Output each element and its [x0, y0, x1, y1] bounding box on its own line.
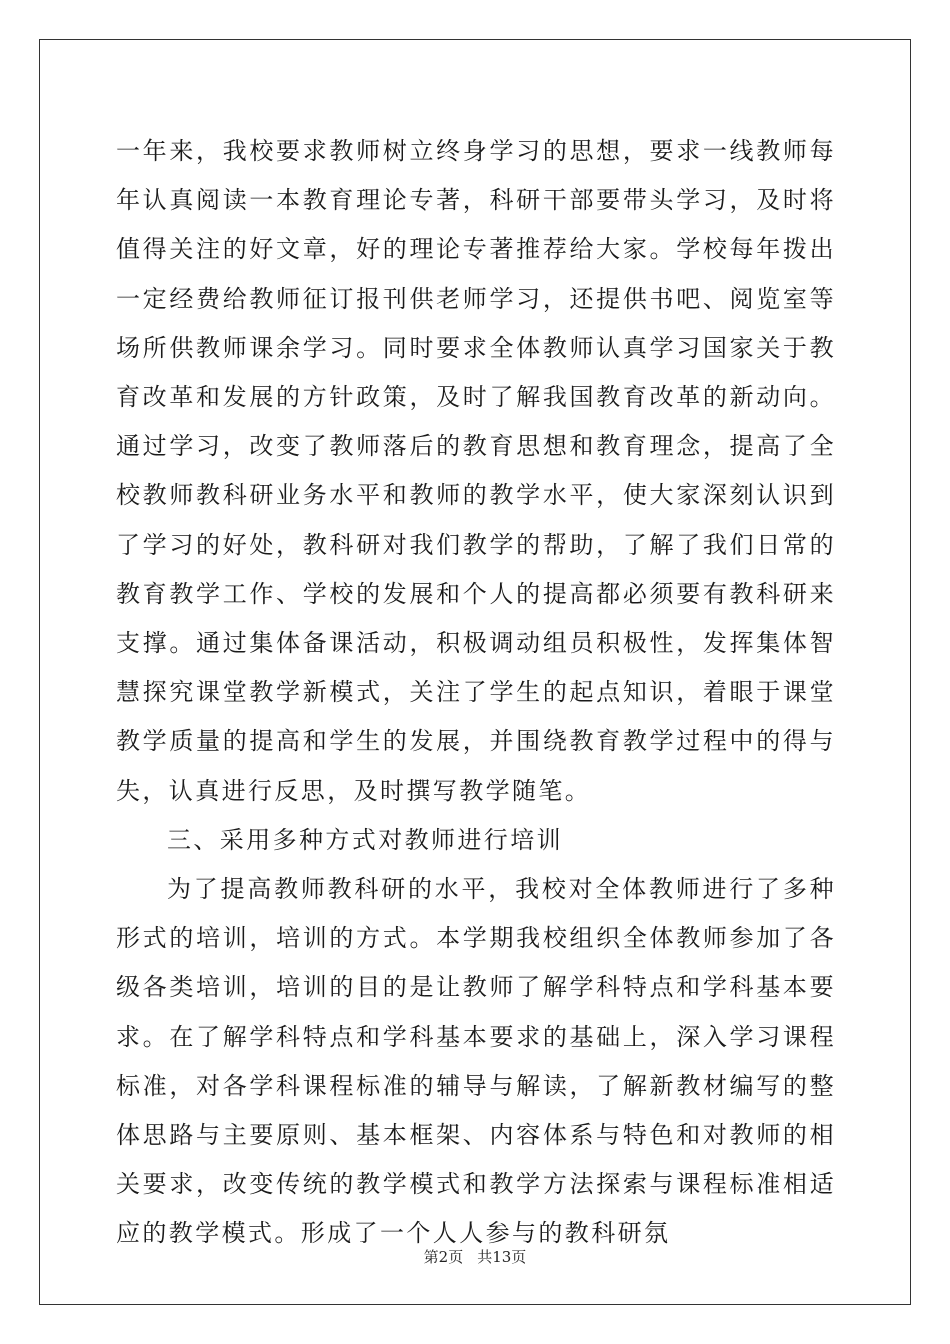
document-body [116, 127, 836, 1259]
section-heading: 三、采用多种方式对教师进行培训 [167, 825, 563, 854]
paragraph-learning: 一年来，我校要求教师树立终身学习的思想，要求一线教师每年认真阅读一本教育理论专著，科研干部要带头学习，及时将值得关注的好文章，好的理论专著推荐给大家。学校每年拨出一定经费给教师征订报刊供老师学习，还提供书吧、阅览室等场所供教师课余学习。同时要求全体教师认真学习国家关于教育改革和发展的方针政策，及时了解我国教育改革的新动向。通过学习，改变了教师落后的教育思想和教育理念，提高了全校教师教科研业务水平和教师的教学水平，使大家深刻认识到了学习的好处，教科研对我们教学的帮助，了解了我们日常的教育教学工作、学校的发展和个人的提高都必须要有教科研来支撑。通过集体备课活动，积极调动组员积极性，发挥集体智慧探究课堂教学新模式，关注了学生的起点知识，着眼于课堂教学质量的提高和学生的发展，并围绕教育教学过程中的得与失，认真进行反思，及时撰写教学随笔。 [116, 137, 836, 805]
paragraph-training: 为了提高教师教科研的水平，我校对全体教师进行了多种形式的培训，培训的方式。本学期我校组织全体教师参加了各级各类培训，培训的目的是让教师了解学科特点和学科基本要求。在了解学科特点和学科基本要求的基础上，深入学习课程标准，对各学科课程标准的辅导与解读，了解新教材编写的整体思路与主要原则、基本框架、内容体系与特色和对教师的相关要求，改变传统的教学模式和教学方法探索与课程标准相适应的教学模式。形成了一个人人参与的教科研氛 [116, 875, 836, 1248]
page-number: 第2页 [423, 1248, 464, 1266]
page-footer [0, 1246, 950, 1267]
page-total: 共13页 [477, 1248, 527, 1266]
